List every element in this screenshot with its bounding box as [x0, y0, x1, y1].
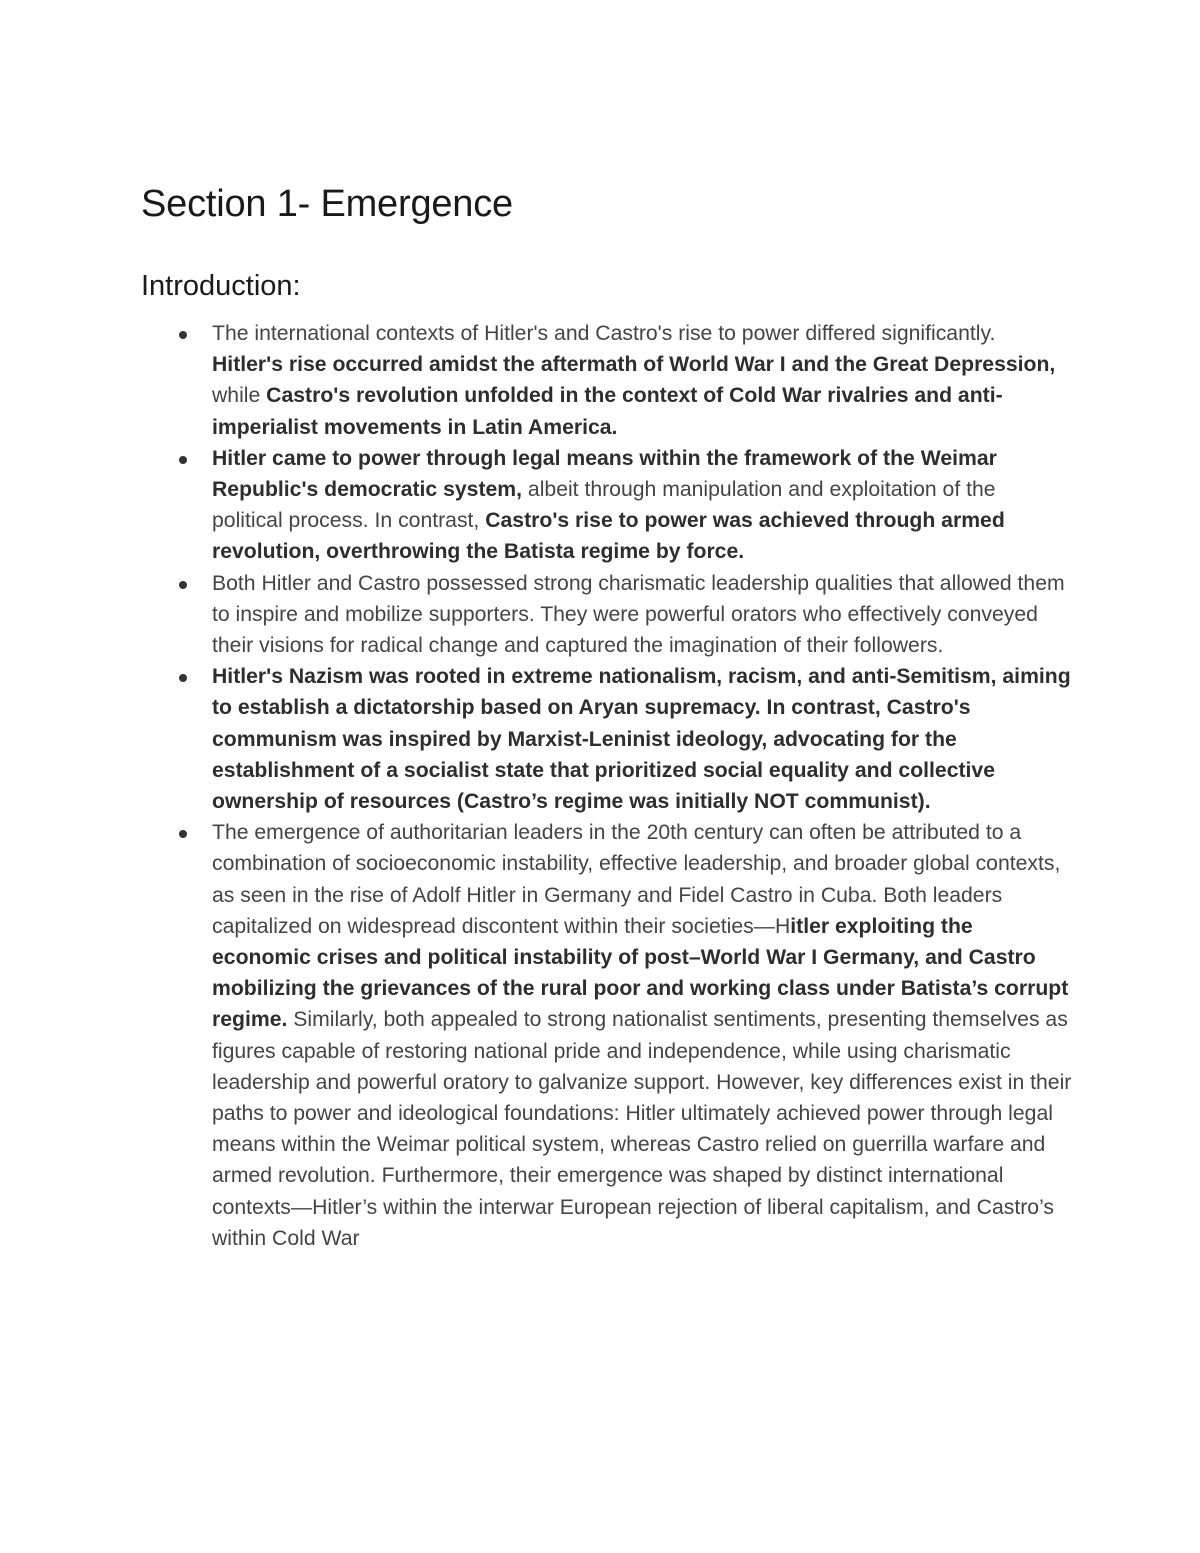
bullet-list: [212, 318, 1072, 1254]
bullet-dot-icon: [179, 830, 187, 838]
text-run: Both Hitler and Castro possessed strong charismatic leadership qualities that allowed them to inspire and mobilize supporters. They were powerful orators who effectively conveyed their visions for radical change and captured the imagination of their followers.: [212, 571, 1065, 658]
bullet-dot-icon: [179, 674, 187, 682]
section-title: Section 1- Emergence: [141, 183, 513, 225]
text-run: while: [212, 384, 267, 408]
bullet-item-1: [212, 318, 1072, 443]
bullet-dot-icon: [179, 456, 187, 464]
bullet-item-4: [212, 661, 1072, 817]
text-run-bold: Castro's revolution unfolded in the context of Cold War rivalries and anti-imperialist movements in Latin America.: [212, 384, 1003, 439]
text-run-bold: Hitler's Nazism was rooted in extreme nationalism, racism, and anti-Semitism, aiming to establish a dictatorship based on Aryan supremacy. In contrast, Castro's communism was inspired by Marxist-Leninist ideology, advocating for the establishment of a socialist state that prioritized social equality and collective ownership of resources (Castro’s regime was initially NOT communist).: [212, 665, 1071, 814]
text-run: Similarly, both appealed to strong nationalist sentiments, presenting themselves as figures capable of restoring national pride and independence, while using charismatic leadership and powerful oratory to galvanize support. However, key differences exist in their paths to power and ideological foundations: Hitler ultimately achieved power through legal means within the Weimar political system, whereas Castro relied on guerrilla warfare and armed revolution. Furthermore, their emergence was shaped by distinct international contexts—Hitler’s within the interwar European rejection of liberal capitalism, and Castro’s within Cold War: [212, 1008, 1072, 1250]
introduction-heading: Introduction:: [141, 270, 301, 302]
bullet-item-3: [212, 568, 1072, 662]
text-run-bold: itler exploiting the economic crises and political instability of post–World War I Germany, and Castro mobilizing the grievances of the rural poor and working class under Batista’s corrupt regime.: [212, 914, 1069, 1032]
text-run: The international contexts of Hitler's and Castro's rise to power differed significantly.: [212, 322, 996, 345]
text-run: The emergence of authoritarian leaders in the 20th century can often be attributed to a combination of socioeconomic instability, effective leadership, and broader global contexts, as seen in the rise of Adolf Hitler in Germany and Fidel Castro in Cuba. Both leaders capitalized on widespread discontent within their societies—H: [212, 821, 1061, 938]
bullet-text: [212, 821, 1071, 1250]
bullet-text: [212, 447, 1005, 564]
bullet-dot-icon: [179, 331, 187, 339]
bullet-dot-icon: [179, 581, 187, 589]
text-run-bold: Hitler came to power through legal means within the framework of the Weimar Republic's democratic system,: [212, 446, 997, 502]
text-run-bold: Castro's rise to power was achieved through armed revolution, overthrowing the Batista regime by force.: [212, 509, 1005, 564]
bullet-item-2: [212, 443, 1072, 568]
bullet-text: [212, 572, 1065, 657]
bullet-item-5: [212, 817, 1072, 1254]
text-run-bold: Hitler's rise occurred amidst the aftermath of World War I and the Great Depression,: [212, 353, 1056, 377]
text-run: albeit through manipulation and exploitation of the political process. In contrast,: [212, 478, 996, 533]
bullet-text: [212, 322, 1055, 439]
bullet-text: [212, 665, 1071, 813]
